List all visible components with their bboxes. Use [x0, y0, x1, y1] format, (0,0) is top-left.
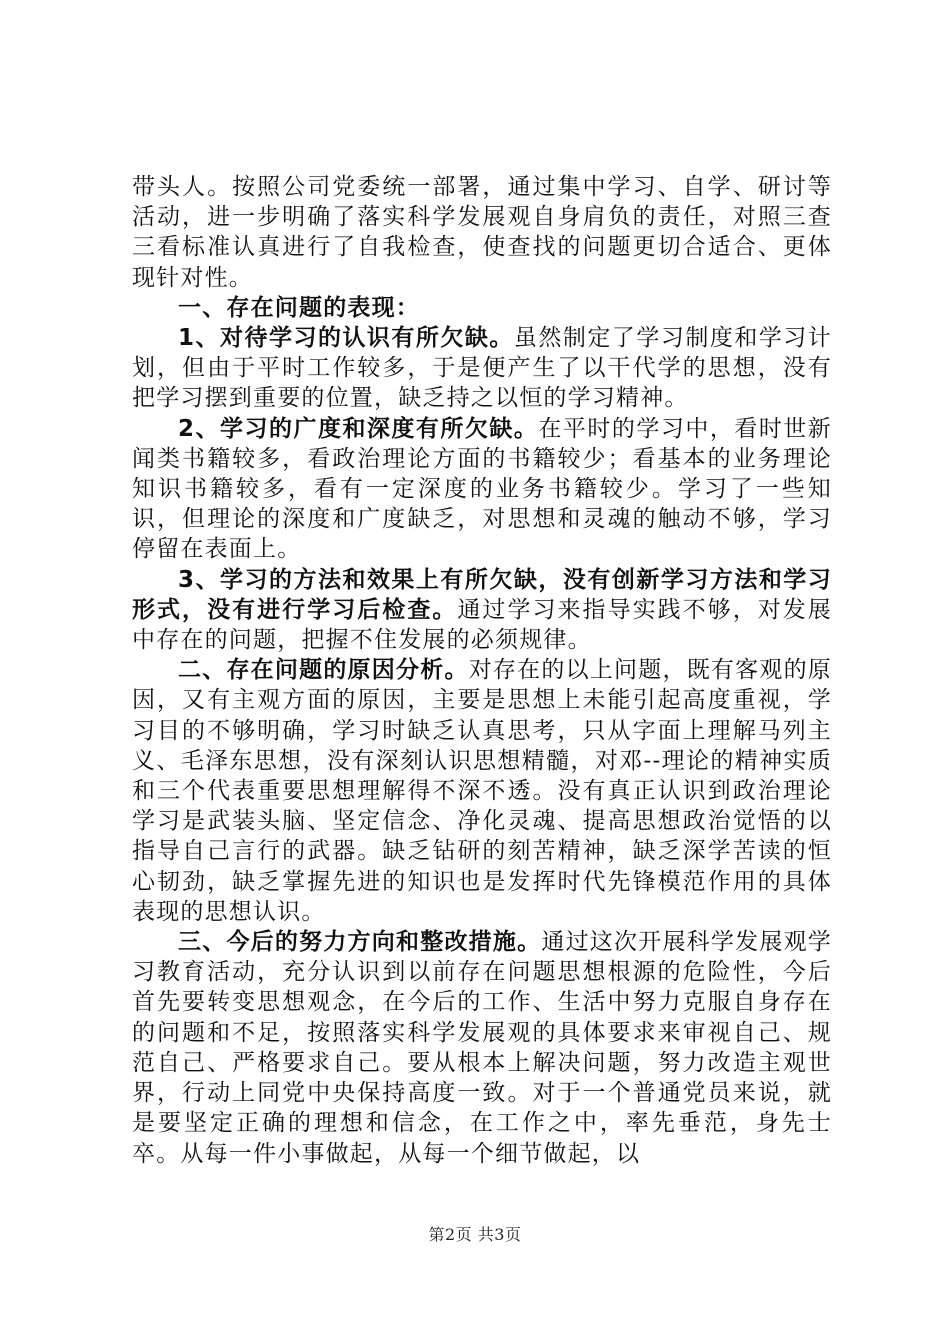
- paragraph-text: 虽然制定了学习制度和学习计划，但由于平时工作较多，于是便产生了以干代学的思想，没有把学习摆到重要的位置，缺乏持之以恒的学习精神。: [132, 325, 832, 412]
- paragraph-lead: 三、今后的努力方向和整改措施。: [178, 929, 542, 956]
- paragraph-text: 通过学习来指导实践不够，对发展中存在的问题，把握不住发展的必须规律。: [132, 596, 833, 654]
- paragraph-lead: 二、存在问题的原因分析。: [178, 657, 469, 684]
- paragraph-lead: 1、对待学习的认识有所欠缺。: [178, 325, 514, 352]
- paragraph-text: 通过这次开展科学发展观学习教育活动，充分认识到以前存在问题思想根源的危险性，今后首先要转变思想观念，在今后的工作、生活中努力克服自身存在的问题和不足，按照落实科学发展观的具体要求来审视自己、规范自己、严格要求自己。要从根本上解决问题，努力改造主观世界，行动上同党中央保持高度一致。对于一个普通党员来说，就是要坚定正确的理想和信念，在工作之中，率先垂范，身先士卒。从每一件小事做起，从每一个细节做起，以: [132, 929, 832, 1167]
- paragraph-lead: 3、学习的方法和效果上有所欠缺，没有创新学习方法和学习形式，没有进行学习后检查。: [132, 566, 832, 623]
- page-number-label: 第2页 共3页: [428, 1225, 522, 1244]
- paragraph-text: 带头人。按照公司党委统一部署，通过集中学习、自学、研讨等活动，进一步明确了落实科学发展观自身肩负的责任，对照三查三看标准认真进行了自我检查，使查找的问题更切合适合、更体现针对性。: [132, 174, 832, 291]
- paragraph-lead: 一、存在问题的表现：: [178, 294, 420, 321]
- paragraph-cause-analysis: [132, 655, 832, 927]
- paragraph-rectification: [132, 927, 832, 1169]
- paragraph-text: 在平时的学习中，看时世新闻类书籍较多，看政治理论方面的书籍较少；看基本的业务理论知识书籍较多，看有一定深度的业务书籍较少。学习了一些知识，但理论的深度和广度缺乏，对思想和灵魂的触动不够，学习停留在表面上。: [132, 415, 832, 563]
- paragraph-problem-3: [132, 565, 832, 656]
- paragraph-problem-2: [132, 414, 832, 565]
- paragraph-lead: 2、学习的广度和深度有所欠缺。: [178, 415, 539, 442]
- page-footer: [0, 1222, 950, 1245]
- paragraph-intro: [132, 172, 832, 293]
- paragraph-text: 对存在的以上问题，既有客观的原因，又有主观方面的原因，主要是思想上未能引起高度重视，学习目的不够明确，学习时缺乏认真思考，只从字面上理解马列主义、毛泽东思想，没有深刻认识思想精髓，对邓--理论的精神实质和三个代表重要思想理解得不深不透。没有真正认识到政治理论学习是武装头脑、坚定信念、净化灵魂、提高思想政治觉悟的以指导自己言行的武器。缺乏钻研的刻苦精神，缺乏深学苦读的恒心韧劲，缺乏掌握先进的知识也是发挥时代先锋模范作用的具体表现的思想认识。: [132, 657, 833, 925]
- paragraph-problem-1: [132, 323, 832, 414]
- section-heading-problems: [132, 293, 832, 323]
- document-body: [132, 172, 832, 1169]
